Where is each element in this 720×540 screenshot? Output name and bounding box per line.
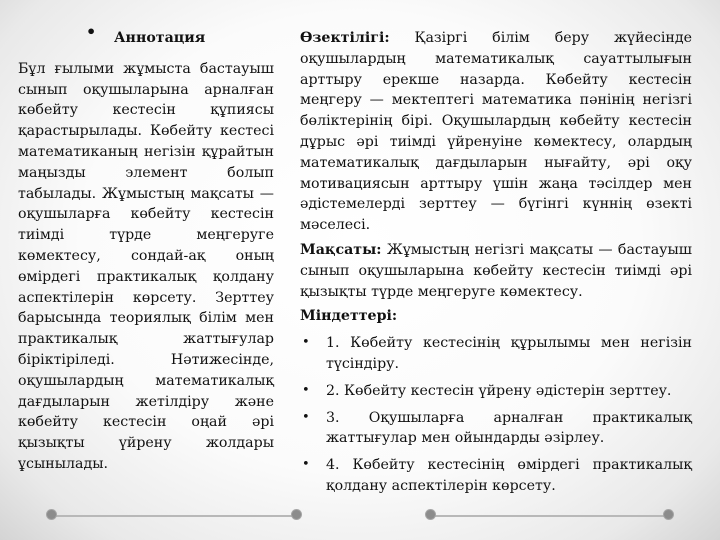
details-column [300,28,692,503]
relevance-text: Қазіргі білім беру жүйесінде оқушылардың математикалық сауаттылығын арттыру ерекше назарда. Көбейту кестесін меңгеру — мектептегі математика пәнінің негізгі бөліктерінің бірі. Оқушылардың көбейту кестесін дұрыс әрі тиімді үйренуіне көмектесу, олардың математикалық дағдыларын нығайту, әрі оқу мотивациясын арттыру үшін жаңа тәсілдер мен әдістемелерді зерттеу — бүгінгі күннің өзекті мәселесі. [300,30,692,234]
goal-paragraph [300,240,692,302]
relevance-label: Өзектілігі: [300,30,390,46]
task-item [300,408,692,450]
tasks-list [300,333,692,497]
annotation-body: Бұл ғылыми жұмыста бастауыш сынып оқушыларына арналған көбейту кестесін құпиясы қарастырылады. Көбейту кестесі математиканың негізін құрайтын маңызды элемент болып табылады. Жұмыстың мақсаты — оқушыларға көбейту кестесін тиімді түрде меңгеруге көмектесу, сондай-ақ оның өмірдегі практикалық қолдану аспектілерін көрсету. Зерттеу барысында теориялық білім мен практикалық жаттығулар біріктіріледі. Нәтижесінде, оқушылардың математикалық дағдыларын жетілдіру және көбейту кестесін оңай әрі қызықты үйрену жолдары ұсынылады. [18,60,274,472]
task-text: 1. Көбейту кестесінің құрылымы мен негізін түсіндіру. [326,335,692,372]
decorative-rule-right [432,515,668,517]
decorative-dot-icon [426,510,435,519]
task-item [300,381,692,402]
annotation-heading-text: Аннотация [114,30,206,46]
bullet-icon: • [302,382,310,398]
decorative-rule-left [52,515,296,517]
bullet-icon: • [86,22,97,41]
goal-text: Жұмыстың негізгі мақсаты — бастауыш сынып оқушыларына көбейту кестесін тиімді әрі қызықты түрде меңгеруге көмектесу. [300,241,692,300]
decorative-dot-icon [292,510,301,519]
goal-label: Мақсаты: [300,241,382,258]
annotation-column [18,22,274,479]
annotation-heading [18,22,274,49]
tasks-heading: Міндеттері: [300,308,398,325]
task-text: 2. Көбейту кестесін үйрену әдістерін зерттеу. [326,382,672,399]
decorative-dot-icon [47,510,56,519]
relevance-paragraph [300,28,692,236]
task-text: 4. Көбейту кестесінің өмірдегі практикалық қолдану аспектілерін көрсету. [326,457,692,494]
bullet-icon: • [302,409,310,425]
task-item [300,333,692,375]
decorative-dot-icon [664,510,673,519]
task-item [300,455,692,497]
bullet-icon: • [302,335,310,351]
task-text: 3. Оқушыларға арналған практикалық жаттығулар мен ойындарды әзірлеу. [326,409,692,447]
bullet-icon: • [302,457,310,473]
